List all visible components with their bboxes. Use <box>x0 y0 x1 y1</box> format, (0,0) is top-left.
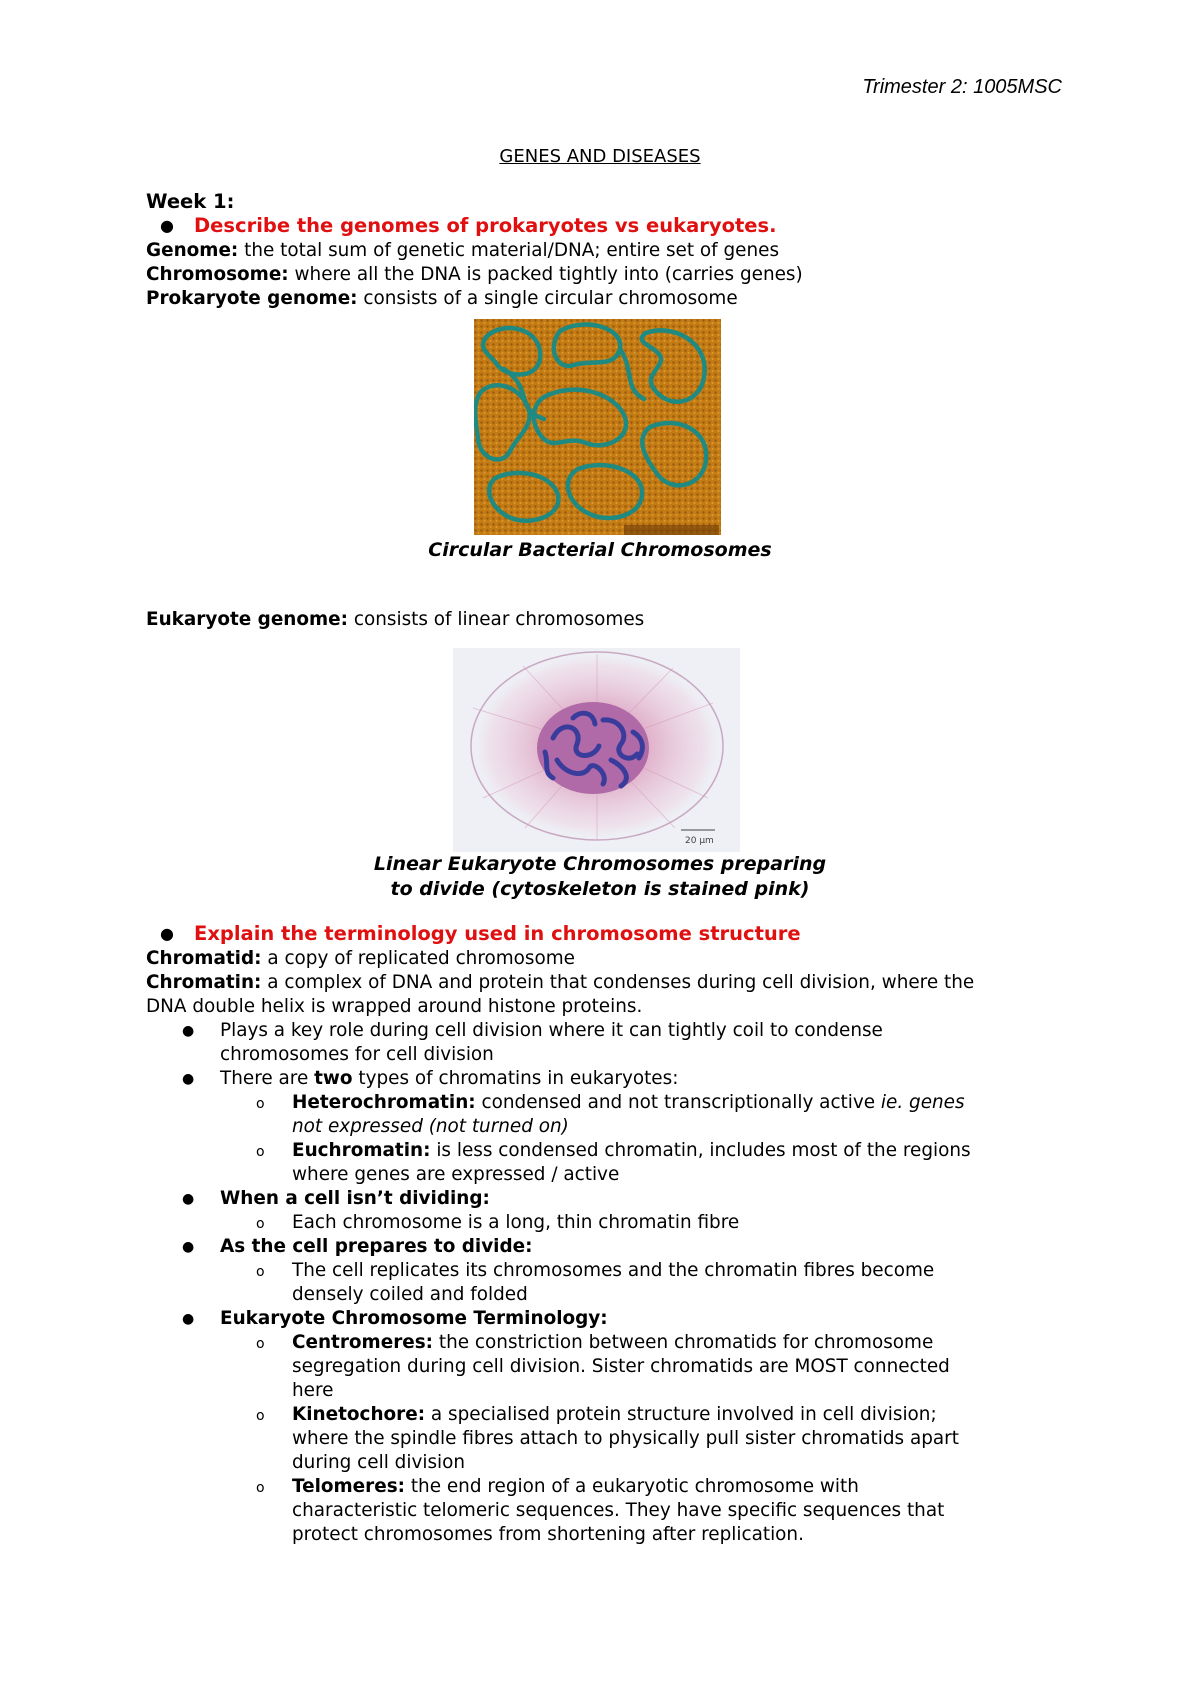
list-item: ● Eukaryote Chromosome Terminology: <box>182 1308 608 1329</box>
list-subitem: o The cell replicates its chromosomes and the chromatin fibres become <box>256 1260 935 1281</box>
list-subitem: o Telomeres: the end region of a eukaryotic chromosome with <box>256 1476 859 1497</box>
eukaryote-genome-line: Eukaryote genome: consists of linear chromosomes <box>146 609 645 630</box>
definition-chromatid: Chromatid: a copy of replicated chromosome <box>146 948 575 969</box>
bullet-icon: ● <box>160 924 174 943</box>
list-item: ● As the cell prepares to divide: <box>182 1236 533 1257</box>
document-title: GENES AND DISEASES <box>499 146 701 167</box>
list-item: ● Plays a key role during cell division where it can tightly coil to condense <box>182 1020 883 1041</box>
figure2-caption-line2: to divide (cytoskeleton is stained pink) <box>390 878 810 900</box>
definition-chromatin: Chromatin: a complex of DNA and protein that condenses during cell division, where the <box>146 972 975 993</box>
figure1-caption: Circular Bacterial Chromosomes <box>428 539 772 561</box>
list-item: ● There are two types of chromatins in eukaryotes: <box>182 1068 679 1089</box>
list-item: ● When a cell isn’t dividing: <box>182 1188 490 1209</box>
objective-heading-2: Explain the terminology used in chromosome structure <box>194 922 801 945</box>
list-subitem: o Euchromatin: is less condensed chromatin, includes most of the regions <box>256 1140 971 1161</box>
definition-chromosome: Chromosome: where all the DNA is packed tightly into (carries genes) <box>146 264 803 285</box>
scale-bar-label: 20 µm <box>685 836 714 846</box>
section-week1 <box>146 190 1066 311</box>
week-heading: Week 1: <box>146 190 235 213</box>
course-header: Trimester 2: 1005MSC <box>862 76 1062 98</box>
list-subitem: o Kinetochore: a specialised protein structure involved in cell division; <box>256 1404 937 1425</box>
list-subitem: o Heterochromatin: condensed and not transcriptionally active ie. genes <box>256 1092 965 1113</box>
definition-genome: Genome: the total sum of genetic material/DNA; entire set of genes <box>146 240 780 261</box>
bullet-icon: ● <box>160 216 174 235</box>
list-subitem: o Centromeres: the constriction between chromatids for chromosome <box>256 1332 934 1353</box>
bacterial-chromosome-photo <box>474 319 721 535</box>
section-chromosome-terminology: ● Explain the terminology used in chromosome structure Chromatid: a copy of replicated chromosome Chromatin: a complex of DNA and protein that condenses during cell division, where the DNA double helix is wrapped around histone proteins. ● Plays a key role during cell division where it can tightly coil to condense chromosomes for cell division ● There are two types of chromatins in eukaryotes: o Heterochromatin: condensed and not transcriptionally active ie. genes not expressed (not turned on) o Euchromatin: is less condensed chromatin, includes most of the regions where genes are expressed / active ● When a cell isn’t dividing: o Each chromosome is a long, thin chromatin fibre ● As the cell prepares to divide: o The cell replicates its chromosomes and the chromatin fibres become densely coiled and folded ● Eukaryote Chromosome Terminology: o Centromeres: the constriction between chromatids for chromosome segregation during cell division. Sister chromatids are MOST connected here o Kinetochore: a specialised protein structure involved in cell division; where the spindle fibres attach to physically pull sister chromatids apart during cell division o Telomeres: the end region of a eukaryotic chromosome with characteristic telomeric sequences. They have specific sequences that protect chromosomes from shortening after replication. <box>146 922 1066 1547</box>
figure2-caption-line1: Linear Eukaryote Chromosomes preparing <box>373 853 827 875</box>
definition-prokaryote-genome: Prokaryote genome: consists of a single circular chromosome <box>146 288 738 309</box>
list-subitem: o Each chromosome is a long, thin chromatin fibre <box>256 1212 740 1233</box>
objective-heading-1: Describe the genomes of prokaryotes vs eukaryotes. <box>194 214 777 237</box>
eukaryotic-cell-photo <box>453 648 740 852</box>
